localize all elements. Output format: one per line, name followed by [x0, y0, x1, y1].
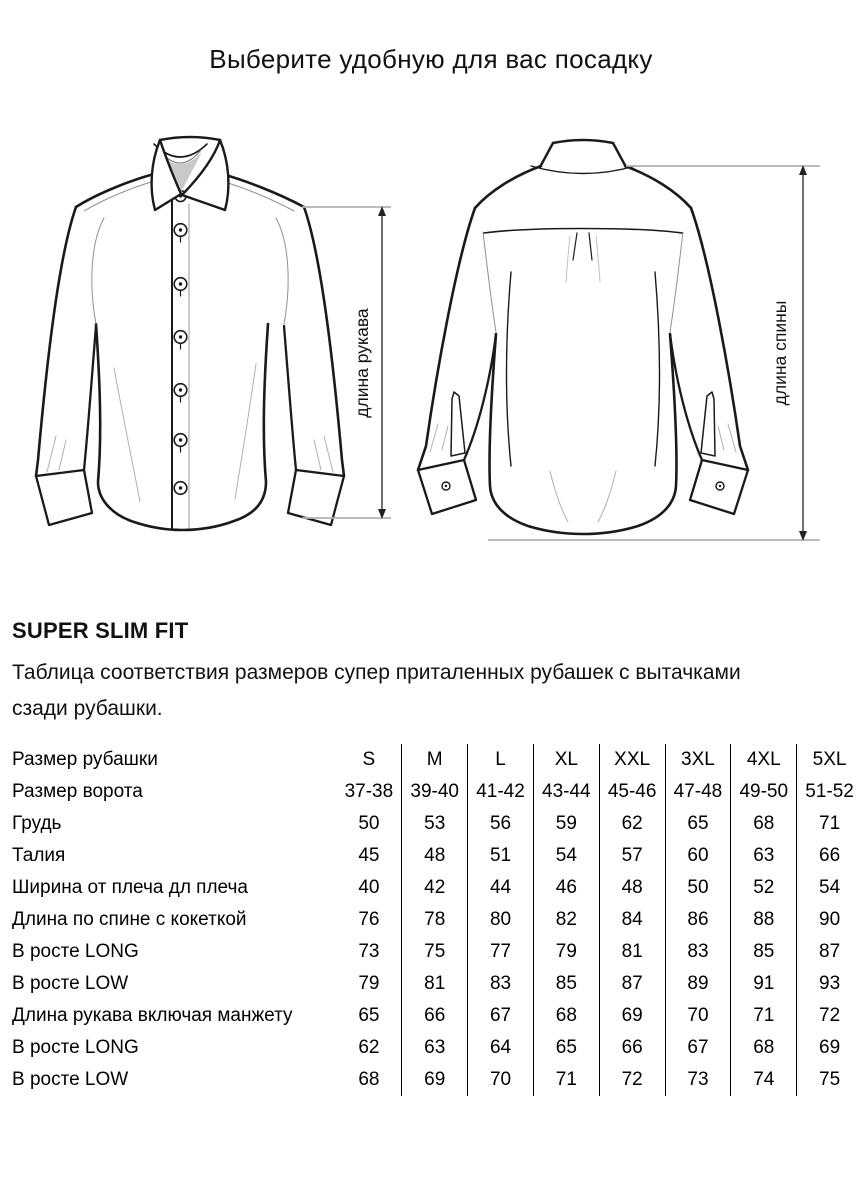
size-cell: 62	[599, 808, 665, 840]
table-row	[12, 744, 862, 776]
size-cell: 71	[533, 1064, 599, 1096]
size-cell: 4XL	[731, 744, 797, 776]
size-cell: 51	[468, 840, 534, 872]
size-cell: 85	[533, 968, 599, 1000]
row-label: Размер рубашки	[12, 749, 158, 770]
size-cell: 93	[797, 968, 862, 1000]
size-cell: 65	[665, 808, 731, 840]
size-cell: 67	[665, 1032, 731, 1064]
row-label: Ширина от плеча дл плеча	[12, 877, 248, 898]
size-cell: 74	[731, 1064, 797, 1096]
table-row	[12, 872, 862, 904]
size-cell: 40	[358, 877, 380, 898]
size-cell: 66	[599, 1032, 665, 1064]
size-table-body	[12, 744, 862, 1096]
size-cell: 48	[599, 872, 665, 904]
fit-description-line-2: сзади рубашки.	[12, 697, 163, 720]
row-label: Размер ворота	[12, 781, 143, 802]
row-label: В росте LOW	[12, 1069, 129, 1090]
size-cell: 75	[797, 1064, 862, 1096]
size-cell: 41-42	[468, 776, 534, 808]
size-cell: 81	[599, 936, 665, 968]
size-cell: 90	[797, 904, 862, 936]
size-cell: 75	[402, 936, 468, 968]
size-cell: 48	[402, 840, 468, 872]
size-cell: M	[402, 744, 468, 776]
size-cell: 63	[402, 1032, 468, 1064]
size-cell: L	[468, 744, 534, 776]
row-label: В росте LONG	[12, 941, 139, 962]
size-cell: 77	[468, 936, 534, 968]
size-cell: 5XL	[797, 744, 862, 776]
row-label: Длина рукава включая манжету	[12, 1005, 293, 1026]
table-row	[12, 1064, 862, 1096]
size-cell: 45	[358, 845, 380, 866]
size-cell: 54	[797, 872, 862, 904]
size-cell: 71	[797, 808, 862, 840]
size-cell: 68	[731, 1032, 797, 1064]
size-table	[12, 744, 862, 1096]
size-cell: 66	[402, 1000, 468, 1032]
size-cell: 53	[402, 808, 468, 840]
size-cell: 69	[402, 1064, 468, 1096]
size-cell: S	[362, 749, 376, 770]
size-cell: 87	[797, 936, 862, 968]
size-cell: 69	[797, 1032, 862, 1064]
back-length-measure	[480, 158, 830, 550]
size-cell: 60	[665, 840, 731, 872]
row-label: Длина по спине с кокеткой	[12, 909, 247, 930]
size-cell: 68	[731, 808, 797, 840]
size-cell: 70	[468, 1064, 534, 1096]
size-cell: 89	[665, 968, 731, 1000]
size-cell: XXL	[599, 744, 665, 776]
size-cell: 47-48	[665, 776, 731, 808]
size-cell: XL	[533, 744, 599, 776]
size-cell: 37-38	[344, 781, 394, 802]
table-row	[12, 904, 862, 936]
row-label: В росте LOW	[12, 973, 129, 994]
size-cell: 72	[599, 1064, 665, 1096]
size-cell: 82	[533, 904, 599, 936]
size-cell: 68	[358, 1069, 380, 1090]
size-cell: 79	[533, 936, 599, 968]
size-cell: 70	[665, 1000, 731, 1032]
size-cell: 84	[599, 904, 665, 936]
table-row	[12, 808, 862, 840]
size-cell: 71	[731, 1000, 797, 1032]
size-cell: 91	[731, 968, 797, 1000]
table-row	[12, 776, 862, 808]
back-length-label: длина спины	[770, 300, 790, 406]
size-cell: 88	[731, 904, 797, 936]
size-cell: 83	[468, 968, 534, 1000]
size-cell: 67	[468, 1000, 534, 1032]
sleeve-length-label: длина рукава	[352, 308, 372, 418]
size-cell: 69	[599, 1000, 665, 1032]
size-cell: 50	[665, 872, 731, 904]
fit-description	[12, 655, 741, 727]
size-cell: 76	[358, 909, 380, 930]
size-cell: 85	[731, 936, 797, 968]
size-cell: 68	[533, 1000, 599, 1032]
size-cell: 51-52	[797, 776, 862, 808]
size-cell: 46	[533, 872, 599, 904]
size-cell: 43-44	[533, 776, 599, 808]
size-cell: 83	[665, 936, 731, 968]
table-row	[12, 840, 862, 872]
size-cell: 79	[358, 973, 380, 994]
row-label: Грудь	[12, 813, 62, 834]
size-cell: 80	[468, 904, 534, 936]
table-row	[12, 936, 862, 968]
size-cell: 72	[797, 1000, 862, 1032]
size-cell: 39-40	[402, 776, 468, 808]
sleeve-length-measure	[300, 200, 395, 525]
size-cell: 50	[358, 813, 380, 834]
size-cell: 63	[731, 840, 797, 872]
size-cell: 56	[468, 808, 534, 840]
page-title: Выберите удобную для вас посадку	[209, 44, 653, 74]
size-cell: 49-50	[731, 776, 797, 808]
size-cell: 62	[358, 1037, 380, 1058]
size-cell: 52	[731, 872, 797, 904]
size-cell: 45-46	[599, 776, 665, 808]
row-label: В росте LONG	[12, 1037, 139, 1058]
row-label: Талия	[12, 845, 66, 866]
fit-description-line-1: Таблица соответствия размеров супер приталенных рубашек с вытачками	[12, 661, 741, 684]
size-cell: 42	[402, 872, 468, 904]
size-cell: 81	[402, 968, 468, 1000]
size-cell: 86	[665, 904, 731, 936]
size-cell: 78	[402, 904, 468, 936]
size-cell: 65	[533, 1032, 599, 1064]
table-row	[12, 1032, 862, 1064]
size-cell: 64	[468, 1032, 534, 1064]
size-cell: 65	[358, 1005, 380, 1026]
fit-heading: SUPER SLIM FIT	[12, 618, 189, 643]
table-row	[12, 1000, 862, 1032]
size-cell: 54	[533, 840, 599, 872]
table-row	[12, 968, 862, 1000]
size-cell: 87	[599, 968, 665, 1000]
size-cell: 3XL	[665, 744, 731, 776]
size-cell: 73	[358, 941, 380, 962]
size-cell: 66	[797, 840, 862, 872]
size-cell: 73	[665, 1064, 731, 1096]
size-cell: 59	[533, 808, 599, 840]
size-cell: 44	[468, 872, 534, 904]
size-cell: 57	[599, 840, 665, 872]
